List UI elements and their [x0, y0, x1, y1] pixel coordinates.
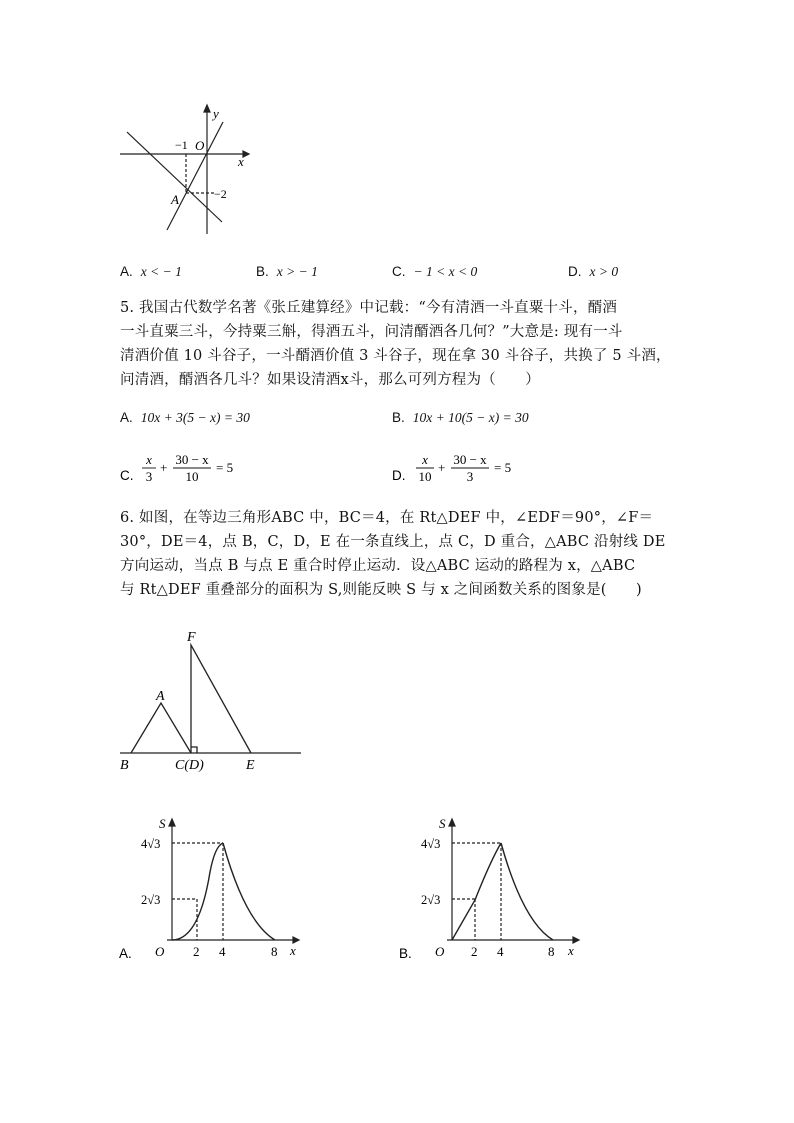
- x-axis-arrow: [573, 937, 579, 943]
- tick-4: 4: [219, 944, 226, 959]
- option-label: C.: [392, 264, 406, 279]
- q6-line: 方向运动，当点 B 与点 E 重合时停止运动．设△ABC 运动的路程为 x，△ABC: [120, 558, 636, 574]
- q5-line: 5. 我国古代数学名著《张丘建算经》中记载：“今有清酒一斗直粟十斗，醑酒: [120, 300, 618, 316]
- y-axis-arrow: [449, 819, 455, 826]
- option-text: x < − 1: [140, 264, 182, 279]
- q5-line: 一斗直粟三斗，今持粟三斛，得酒五斗，问清醑酒各几何？”大意是: 现有一斗: [120, 324, 623, 340]
- frac2-num: 30 − x: [453, 452, 487, 467]
- q4-option-c[interactable]: [392, 264, 477, 280]
- point-a-label: A: [171, 192, 179, 207]
- q6-triangle-figure: [115, 625, 315, 775]
- frac2-den: 10: [185, 469, 199, 484]
- label-f: F: [187, 630, 196, 645]
- q5-stem: [120, 296, 671, 392]
- q4-graph: [115, 100, 255, 240]
- q6-line: 30°，DE＝4，点 B，C，D，E 在一条直线上，点 C，D 重合，△ABC 沿射线 DE: [120, 534, 666, 550]
- x-label: x: [568, 943, 574, 958]
- tick-neg2: −2: [214, 187, 227, 201]
- y-top-label: 4√3: [421, 837, 441, 851]
- q6-stem: [120, 506, 666, 602]
- x-axis-arrow: [243, 151, 249, 157]
- right-angle-mark: [191, 747, 197, 753]
- rhs: = 5: [216, 460, 234, 475]
- x-label: x: [290, 943, 296, 958]
- q4-option-d[interactable]: [568, 264, 618, 280]
- tick-2: 2: [193, 944, 200, 959]
- q4-option-a[interactable]: [120, 264, 182, 280]
- frac1-num: x: [146, 452, 152, 467]
- s-label: S: [439, 816, 446, 831]
- q5-option-d[interactable]: [390, 448, 550, 488]
- y-label: y: [213, 106, 219, 121]
- frac1-num: x: [422, 452, 428, 467]
- y-mid-label: 2√3: [421, 893, 441, 907]
- x-label: x: [238, 154, 244, 169]
- q5-option-a[interactable]: [120, 410, 250, 426]
- option-label: B.: [399, 946, 412, 961]
- origin-label: O: [155, 944, 165, 959]
- option-label: D.: [392, 468, 406, 483]
- frac2-num: 30 − x: [175, 452, 209, 467]
- option-label: C.: [120, 468, 134, 483]
- label-e: E: [246, 758, 255, 773]
- q5-option-b[interactable]: [392, 410, 529, 426]
- frac1-den: 3: [145, 469, 153, 484]
- frac2-den: 3: [466, 469, 474, 484]
- origin-label: O: [435, 944, 445, 959]
- graph-option-b[interactable]: [395, 812, 595, 972]
- triangle-def: [191, 645, 251, 753]
- triangle-abc: [131, 703, 191, 753]
- option-label: A.: [119, 946, 132, 961]
- q5-line: 清酒价值 10 斗谷子，一斗醑酒价值 3 斗谷子，现在拿 30 斗谷子，共换了 5 斗酒，: [120, 348, 671, 364]
- frac1-den: 10: [418, 469, 432, 484]
- tick-8: 8: [271, 944, 278, 959]
- tick-neg1: −1: [175, 138, 188, 152]
- option-text: − 1 < x < 0: [413, 264, 478, 279]
- origin-label: O: [195, 138, 205, 153]
- option-label: A.: [120, 264, 133, 279]
- tick-2: 2: [471, 944, 478, 959]
- graph-option-a[interactable]: [115, 812, 315, 972]
- label-b: B: [120, 758, 129, 773]
- tick-8: 8: [548, 944, 555, 959]
- option-label: A.: [120, 410, 133, 425]
- y-top-label: 4√3: [141, 837, 161, 851]
- option-label: B.: [256, 264, 269, 279]
- option-label: B.: [392, 410, 405, 425]
- label-a: A: [156, 689, 165, 704]
- q5-line: 问清酒，醑酒各几斗？如果设清酒x斗，那么可列方程为（ ）: [120, 372, 540, 388]
- curve-falling: [223, 843, 275, 940]
- q4-option-b[interactable]: [256, 264, 318, 280]
- tick-4: 4: [497, 944, 504, 959]
- option-text: x > 0: [589, 264, 619, 279]
- curve-falling: [501, 843, 553, 940]
- s-label: S: [159, 816, 166, 831]
- q6-line: 6. 如图，在等边三角形ABC 中，BC＝4，在 Rt△DEF 中，∠EDF＝90°，∠F＝: [120, 510, 654, 526]
- y-axis-arrow: [169, 819, 175, 826]
- y-axis-arrow: [204, 105, 210, 112]
- label-cd: C(D): [175, 758, 204, 773]
- option-label: D.: [568, 264, 582, 279]
- curve-rising: [452, 843, 501, 940]
- rhs: = 5: [494, 460, 512, 475]
- plus-sign: +: [438, 460, 446, 475]
- option-text: 10x + 3(5 − x) = 30: [140, 410, 250, 425]
- q6-line: 与 Rt△DEF 重叠部分的面积为 S,则能反映 S 与 x 之间函数关系的图象是( ): [120, 582, 642, 598]
- option-text: 10x + 10(5 − x) = 30: [412, 410, 529, 425]
- q5-option-c[interactable]: [118, 448, 278, 488]
- option-text: x > − 1: [276, 264, 318, 279]
- y-mid-label: 2√3: [141, 893, 161, 907]
- plus-sign: +: [160, 460, 168, 475]
